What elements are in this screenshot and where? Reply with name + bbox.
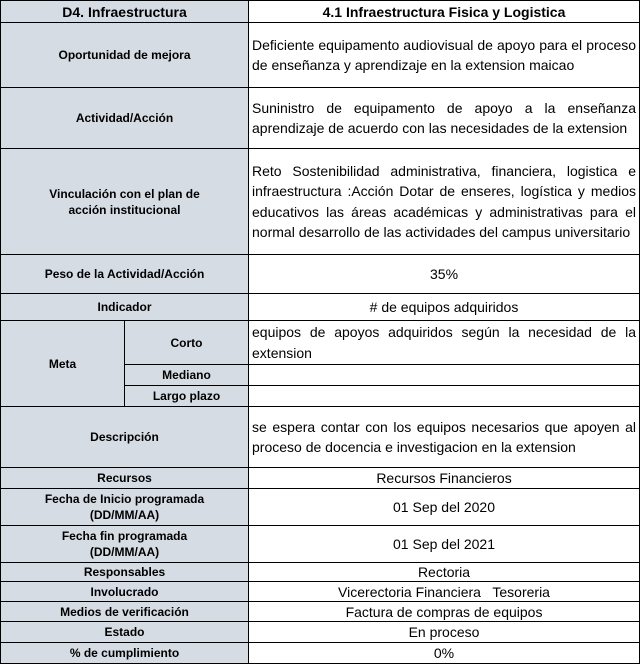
actividad-label: Actividad/Acción [1, 88, 249, 149]
fecha-inicio-value: 01 Sep del 2020 [249, 489, 640, 526]
row-cumplimiento [1, 643, 640, 664]
involucrado-value: Vicerectoria Financiera Tesoreria [249, 582, 640, 602]
involucrado-label: Involucrado [1, 582, 249, 602]
indicador-label: Indicador [1, 294, 249, 321]
vinculacion-value: Reto Sostenibilidad administrativa, financiera, logistica e infraestructura :Acción Dotar de enseres, logística y medios educativos las áreas académicas y administrativas para el normal desarrollo de las actividades del campus universitario [249, 149, 640, 255]
cumplimiento-value: 0% [249, 643, 640, 664]
row-peso [1, 255, 640, 294]
descripcion-value: se espera contar con los equipos necesarios que apoyen al proceso de docencia e investigacion en la extension [249, 407, 640, 468]
row-indicador [1, 294, 640, 321]
cumplimiento-label: % de cumplimiento [1, 643, 249, 664]
descripcion-label: Descripción [1, 407, 249, 468]
peso-value: 35% [249, 255, 640, 294]
recursos-label: Recursos [1, 468, 249, 489]
row-vinculacion [1, 149, 640, 255]
estado-label: Estado [1, 622, 249, 643]
meta-mediano-label: Mediano [125, 365, 249, 386]
oportunidad-label: Oportunidad de mejora [1, 23, 249, 88]
fecha-fin-label-line1: Fecha fin programada [61, 529, 188, 543]
fecha-inicio-label [1, 489, 249, 526]
row-oportunidad [1, 23, 640, 88]
row-meta-corto [1, 321, 640, 365]
header-row [1, 1, 640, 23]
row-medios [1, 602, 640, 622]
row-involucrado [1, 582, 640, 602]
fecha-fin-value: 01 Sep del 2021 [249, 526, 640, 563]
meta-corto-value: equipos de apoyos adquiridos según la necesidad de la extension [249, 321, 640, 365]
medios-label: Medios de verificación [1, 602, 249, 622]
meta-label: Meta [1, 321, 125, 407]
fecha-inicio-label-line1: Fecha de Inicio programada [44, 492, 205, 506]
program-title: 4.1 Infraestructura Fisica y Logistica [249, 1, 640, 23]
row-descripcion [1, 407, 640, 468]
dimension-title: D4. Infraestructura [1, 1, 249, 23]
row-fecha-fin [1, 526, 640, 563]
fecha-fin-label-line2: (DD/MM/AA) [89, 545, 160, 559]
fecha-inicio-label-line2: (DD/MM/AA) [89, 508, 160, 522]
peso-label: Peso de la Actividad/Acción [1, 255, 249, 294]
indicador-value: # de equipos adquiridos [249, 294, 640, 321]
meta-corto-label: Corto [125, 321, 249, 365]
row-responsables [1, 563, 640, 582]
oportunidad-value: Deficiente equipamento audiovisual de apoyo para el proceso de enseñanza y aprendizaje en la extension maicao [249, 23, 640, 88]
responsables-label: Responsables [1, 563, 249, 582]
row-actividad [1, 88, 640, 149]
recursos-value: Recursos Financieros [249, 468, 640, 489]
row-estado [1, 622, 640, 643]
meta-largo-label: Largo plazo [125, 386, 249, 407]
vinculacion-label: Vinculación con el plan de acción institucional [1, 149, 249, 255]
fecha-fin-label [1, 526, 249, 563]
medios-value: Factura de compras de equipos [249, 602, 640, 622]
meta-largo-value [249, 386, 640, 407]
meta-mediano-value [249, 365, 640, 386]
row-fecha-inicio [1, 489, 640, 526]
responsables-value: Rectoria [249, 563, 640, 582]
row-recursos [1, 468, 640, 489]
estado-value: En proceso [249, 622, 640, 643]
actividad-value: Suninistro de equipamento de apoyo a la enseñanza aprendizaje de acuerdo con las necesidades de la extension [249, 88, 640, 149]
